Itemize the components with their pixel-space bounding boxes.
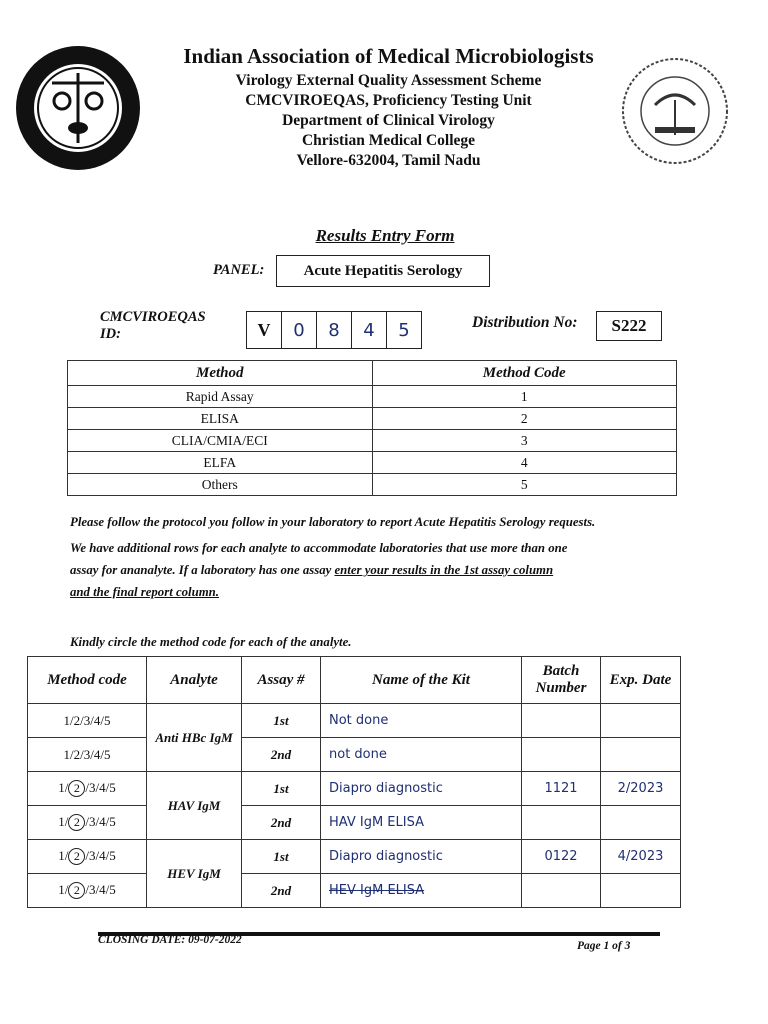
id-digit-2: 0 [281,311,317,349]
method-cell: ELISA [68,408,373,430]
kit-name-cell: Diapro diagnostic [321,840,522,874]
method-table-header [68,361,677,386]
table-row [68,408,677,430]
id-digit-1: V [246,311,282,349]
analyte-cell: Anti HBc IgM [147,704,242,772]
circled-code: 2 [68,848,85,865]
header-line-1: Virology External Quality Assessment Scheme [235,72,542,89]
circled-code: 2 [68,882,85,899]
header-line-5: Vellore-632004, Tamil Nadu [296,152,481,169]
batch-cell [522,738,601,772]
kit-name-cell: not done [321,738,522,772]
panel-value: Acute Hepatitis Serology [276,255,490,287]
batch-cell [522,704,601,738]
exp-date-cell [601,738,681,772]
assay-header: Assay # [242,657,321,704]
assay-cell: 2nd [242,806,321,840]
method-code-cell: 1/ 2 /3/4/5 [28,840,147,874]
assay-table-header [28,657,681,704]
instruction-line-3b: enter your results in the 1st assay column [334,563,554,577]
method-code-cell: 1/2/3/4/5 [28,738,147,772]
distribution-value: S222 [596,311,662,341]
exp-date-header: Exp. Date [601,657,681,704]
analyte-header: Analyte [147,657,242,704]
instruction-line-1: Please follow the protocol you follow in your laboratory to report Acute Hepatitis Serology requests. [70,515,596,529]
batch-cell [522,874,601,908]
exp-date-cell [601,704,681,738]
form-title: Results Entry Form [315,226,455,245]
method-cell: Rapid Assay [68,386,373,408]
analyte-cell: HAV IgM [147,772,242,840]
kit-name-cell: HEV IgM ELISA [321,874,522,908]
method-code-cell: 5 [372,474,677,496]
instruction-line-2: We have additional rows for each analyte to accommodate laboratories that use more than one [70,541,568,555]
circled-code: 2 [68,780,85,797]
instruction-line-3a: assay for ananalyte. If a laboratory has one assay [70,563,335,577]
method-code-cell: 1/2/3/4/5 [28,704,147,738]
method-cell: ELFA [68,452,373,474]
table-row [68,386,677,408]
method-code-header: Method Code [372,361,677,386]
method-cell: CLIA/CMIA/ECI [68,430,373,452]
method-code-cell: 1/ 2 /3/4/5 [28,874,147,908]
method-code-header: Method code [28,657,147,704]
panel-label: PANEL: [213,262,265,278]
kit-name-cell: Diapro diagnostic [321,772,522,806]
page-number: Page 1 of 3 [577,940,631,952]
analyte-cell: HEV IgM [147,840,242,908]
circle-note: Kindly circle the method code for each of the analyte. [70,635,352,649]
header-line-3: Department of Clinical Virology [282,112,495,129]
method-code-cell: 4 [372,452,677,474]
method-header: Method [68,361,373,386]
batch-number-header: Batch Number [522,657,601,704]
method-table [67,360,677,496]
exp-date-cell [601,806,681,840]
batch-cell [522,806,601,840]
header-line-2: CMCVIROEQAS, Proficiency Testing Unit [245,92,532,109]
exp-date-cell [601,874,681,908]
id-label: CMCVIROEQAS ID: [100,309,206,342]
method-code-cell: 1/ 2 /3/4/5 [28,772,147,806]
table-row [28,772,681,806]
table-row [28,738,681,772]
closing-date: CLOSING DATE: 09-07-2022 [98,934,242,946]
table-row [28,874,681,908]
method-code-cell: 1/ 2 /3/4/5 [28,806,147,840]
batch-cell: 0122 [522,840,601,874]
kit-name-header: Name of the Kit [321,657,522,704]
assay-cell: 1st [242,704,321,738]
header-line-4: Christian Medical College [301,132,476,149]
id-digit-4: 4 [351,311,387,349]
assay-cell: 2nd [242,874,321,908]
table-row [68,452,677,474]
batch-cell: 1121 [522,772,601,806]
table-row [68,474,677,496]
assay-table [27,656,681,908]
table-row [68,430,677,452]
kit-name-cell: HAV IgM ELISA [321,806,522,840]
table-row [28,806,681,840]
kit-name-cell: Not done [321,704,522,738]
iamm-logo [12,43,144,173]
cmc-emblem [620,55,730,167]
instruction-line-4: and the final report column. [70,585,219,599]
circled-code: 2 [68,814,85,831]
header-title: Indian Association of Medical Microbiologists [183,44,594,68]
assay-cell: 1st [242,840,321,874]
id-digit-5: 5 [386,311,422,349]
method-code-cell: 2 [372,408,677,430]
distribution-label: Distribution No: [472,314,578,331]
assay-cell: 2nd [242,738,321,772]
id-digit-3: 8 [316,311,352,349]
assay-cell: 1st [242,772,321,806]
exp-date-cell: 4/2023 [601,840,681,874]
table-row [28,840,681,874]
exp-date-cell: 2/2023 [601,772,681,806]
table-row [28,704,681,738]
method-code-cell: 3 [372,430,677,452]
method-cell: Others [68,474,373,496]
method-code-cell: 1 [372,386,677,408]
instruction-line-3 [70,559,690,581]
